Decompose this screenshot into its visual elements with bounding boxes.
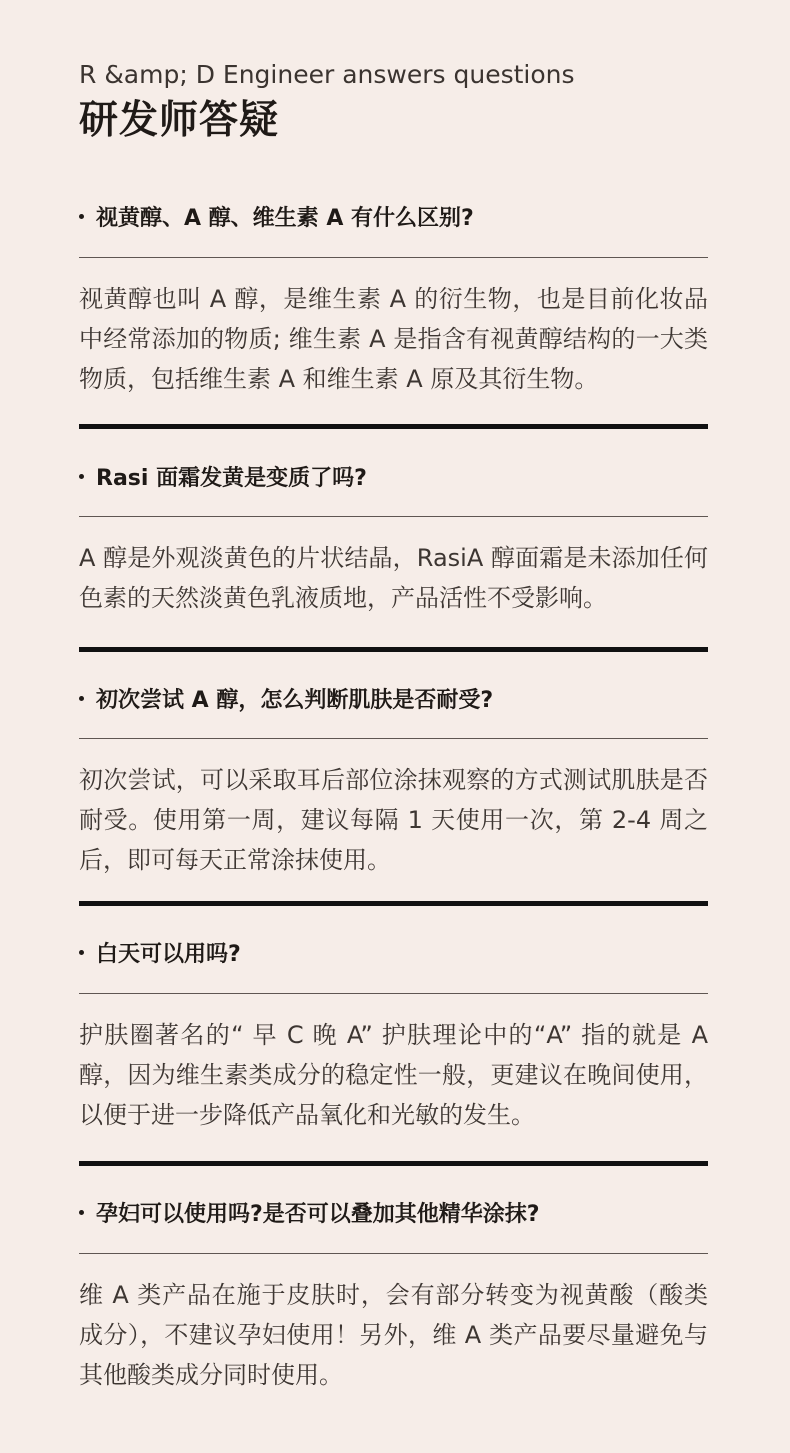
question-divider bbox=[79, 993, 708, 994]
question-divider bbox=[79, 1253, 708, 1254]
question-heading bbox=[79, 668, 708, 728]
bullet-icon bbox=[79, 214, 84, 219]
page-title: 研发师答疑 bbox=[79, 98, 280, 143]
answer-text: A 醇是外观淡黄色的片状结晶，RasiA 醇面霜是未添加任何色素的天然淡黄色乳液质地，产品活性不受影响。 bbox=[79, 544, 708, 612]
question-text: 视黄醇、A 醇、维生素 A 有什么区别? bbox=[96, 205, 474, 231]
bullet-icon bbox=[79, 696, 84, 701]
bullet-icon bbox=[79, 474, 84, 479]
qa-section-1 bbox=[79, 186, 708, 399]
answer-text: 维 A 类产品在施于皮肤时，会有部分转变为视黄酸（酸类成分），不建议孕妇使用！另外，维 A 类产品要尽量避免与其他酸类成分同时使用。 bbox=[79, 1281, 708, 1389]
qa-section-3 bbox=[79, 668, 708, 880]
question-text: 初次尝试 A 醇，怎么判断肌肤是否耐受? bbox=[96, 687, 494, 713]
question-text: 孕妇可以使用吗?是否可以叠加其他精华涂抹? bbox=[96, 1201, 540, 1227]
question-heading bbox=[79, 922, 708, 982]
question-text: 白天可以用吗? bbox=[96, 941, 241, 967]
question-heading bbox=[79, 1182, 708, 1242]
qa-section-5 bbox=[79, 1182, 708, 1395]
answer-text: 视黄醇也叫 A 醇，是维生素 A 的衍生物，也是目前化妆品中经常添加的物质; 维生素 A 是指含有视黄醇结构的一大类物质，包括维生素 A 和维生素 A 原及其衍生物。 bbox=[79, 285, 708, 393]
section-divider bbox=[79, 424, 708, 429]
section-divider bbox=[79, 901, 708, 906]
question-heading bbox=[79, 186, 708, 246]
question-divider bbox=[79, 738, 708, 739]
answer-text: 初次尝试，可以采取耳后部位涂抹观察的方式测试肌肤是否耐受。使用第一周，建议每隔 1 天使用一次，第 2-4 周之后，即可每天正常涂抹使用。 bbox=[79, 766, 708, 874]
section-divider bbox=[79, 1161, 708, 1166]
qa-section-2 bbox=[79, 446, 708, 618]
question-divider bbox=[79, 257, 708, 258]
page-subtitle: R &amp; D Engineer answers questions bbox=[79, 60, 575, 89]
page-header bbox=[79, 58, 719, 145]
question-text: Rasi 面霜发黄是变质了吗? bbox=[96, 465, 367, 491]
bullet-icon bbox=[79, 1210, 84, 1215]
question-divider bbox=[79, 516, 708, 517]
qa-section-4 bbox=[79, 922, 708, 1135]
answer-text: 护肤圈著名的“ 早 C 晚 A” 护肤理论中的“A” 指的就是 A 醇，因为维生素类成分的稳定性一般，更建议在晚间使用，以便于进一步降低产品氧化和光敏的发生。 bbox=[79, 1021, 708, 1129]
question-heading bbox=[79, 446, 708, 506]
bullet-icon bbox=[79, 950, 84, 955]
section-divider bbox=[79, 647, 708, 652]
